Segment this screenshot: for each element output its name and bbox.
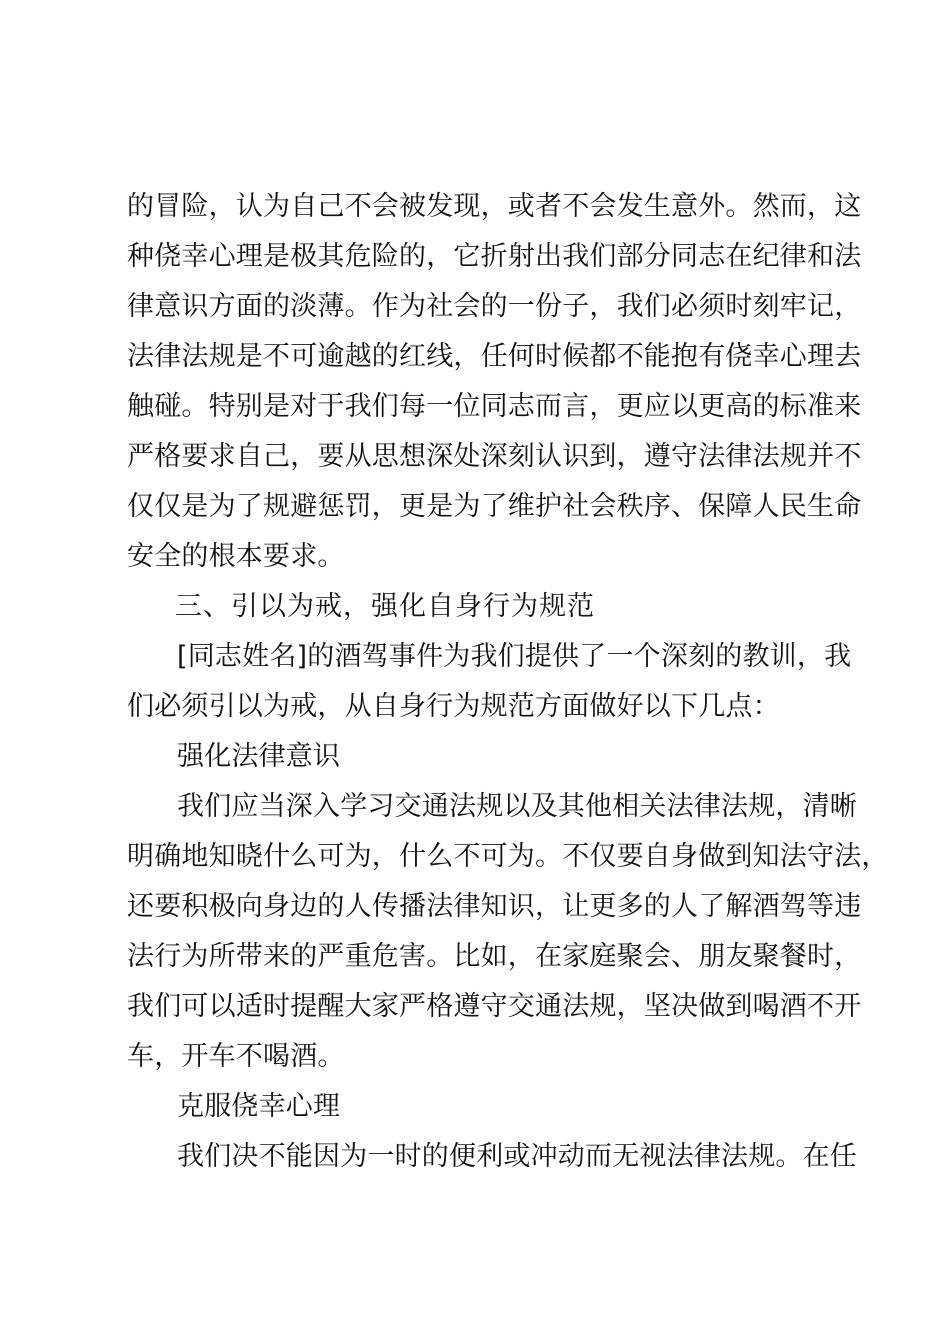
subheading: 强化法律意识 bbox=[177, 741, 341, 772]
paragraph-line: 明确地知晓什么可为，什么不可为。不仅要自身做到知法守法， bbox=[127, 841, 889, 872]
paragraph-line: 我们应当深入学习交通法规以及其他相关法律法规，清晰 bbox=[177, 791, 857, 822]
paragraph-line: 安全的根本要求。 bbox=[127, 541, 345, 572]
paragraph-line: 的冒险，认为自己不会被发现，或者不会发生意外。然而，这 bbox=[127, 191, 862, 222]
paragraph-line: 仅仅是为了规避惩罚，更是为了维护社会秩序、保障人民生命 bbox=[127, 491, 862, 522]
paragraph-line: 我们可以适时提醒大家严格遵守交通法规，坚决做到喝酒不开 bbox=[127, 991, 862, 1022]
paragraph-line: 们必须引以为戒，从自身行为规范方面做好以下几点： bbox=[127, 691, 780, 722]
section-heading: 三、引以为戒，强化自身行为规范 bbox=[175, 591, 595, 622]
paragraph-line: 还要积极向身边的人传播法律知识，让更多的人了解酒驾等违 bbox=[127, 891, 862, 922]
paragraph-line: 律意识方面的淡薄。作为社会的一份子，我们必须时刻牢记， bbox=[127, 291, 862, 322]
paragraph-line: 车，开车不喝酒。 bbox=[127, 1041, 345, 1072]
document-body bbox=[127, 182, 889, 1182]
paragraph-line: 严格要求自己，要从思想深处深刻认识到，遵守法律法规并不 bbox=[127, 441, 862, 472]
paragraph-line: 我们决不能因为一时的便利或冲动而无视法律法规。在任 bbox=[177, 1141, 857, 1172]
paragraph-line: 法行为所带来的严重危害。比如，在家庭聚会、朋友聚餐时， bbox=[127, 941, 862, 972]
paragraph-line: 触碰。特别是对于我们每一位同志而言，更应以更高的标准来 bbox=[127, 391, 862, 422]
paragraph-line: 种侥幸心理是极其危险的，它折射出我们部分同志在纪律和法 bbox=[127, 241, 862, 272]
paragraph-line: [同志姓名]的酒驾事件为我们提供了一个深刻的教训，我 bbox=[177, 641, 852, 672]
subheading: 克服侥幸心理 bbox=[177, 1091, 341, 1122]
paragraph-line: 法律法规是不可逾越的红线，任何时候都不能抱有侥幸心理去 bbox=[127, 341, 862, 372]
